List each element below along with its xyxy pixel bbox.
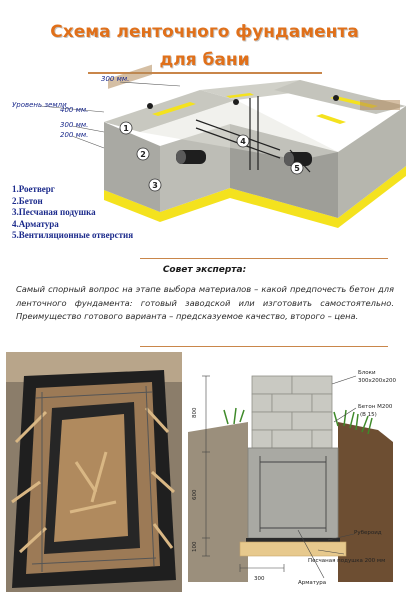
- legend-item-2: 2.Бетон: [12, 195, 43, 206]
- section-divider-top: [140, 258, 388, 259]
- dim-200: 200 мм.: [60, 131, 89, 139]
- dim-400: 400 мм.: [60, 106, 89, 114]
- vent-opening: [176, 150, 186, 164]
- ruberoid-layer: [246, 538, 340, 542]
- label-concrete-class: (В 15): [360, 412, 377, 418]
- marker-2-label: 2: [140, 150, 146, 159]
- marker-1-label: 1: [123, 124, 129, 133]
- concrete-strip: [248, 448, 338, 538]
- legend-item-5: 5.Вентиляционные отверстия: [12, 230, 134, 240]
- ground-level-label: Уровень земли: [12, 101, 67, 109]
- dim-h800: 800: [192, 407, 198, 418]
- label-blocks-size: 300х200х200: [358, 378, 397, 384]
- legend-item-4: 4.Арматура: [12, 218, 59, 229]
- page-subtitle: для бани: [159, 50, 250, 70]
- dim-w300: 300: [254, 576, 265, 582]
- soil: [188, 422, 248, 582]
- page-title: Схема ленточного фундамента: [50, 22, 359, 42]
- marker-5-label: 5: [294, 164, 300, 173]
- waterproofing-strip: [316, 114, 346, 124]
- dim-300: 300 мм.: [60, 121, 89, 129]
- label-rebar: Арматура: [298, 580, 327, 586]
- marker-4-label: 4: [240, 137, 246, 146]
- legend-list: [12, 184, 133, 242]
- label-concrete: Бетон М200: [358, 404, 393, 410]
- vent-opening: [147, 103, 153, 109]
- expert-heading: Совет эксперта:: [162, 265, 247, 275]
- legend-item-3: 3.Песчаная подушка: [12, 207, 96, 217]
- section-divider-bottom: [140, 346, 388, 347]
- dim-h600: 600: [192, 489, 198, 500]
- label-ruberoid: Рубероид: [354, 530, 382, 536]
- marker-3-label: 3: [152, 181, 158, 190]
- formwork-photo: [6, 352, 182, 592]
- dim-h100: 100: [192, 541, 198, 552]
- concrete-blocks: [252, 376, 332, 448]
- vent-opening: [333, 95, 339, 101]
- legend-item-1: 1.Роетверг: [12, 184, 55, 194]
- label-blocks: Блоки: [358, 370, 376, 376]
- dim-top-300: 300 мм.: [101, 75, 130, 83]
- foundation-cross-section: [188, 352, 403, 592]
- brick-cap: [360, 100, 400, 110]
- label-sand: Песчаная подушка 200 мм: [308, 558, 386, 564]
- expert-text: Самый спорный вопрос на этапе выбора материалов – какой предпочесть бетон для ленточного фундамента: готовый заводской или изготовить самостоятельно. Преимущество готового варианта – предсказуемое качество, второго – цена.: [16, 284, 394, 321]
- vent-opening: [233, 99, 239, 105]
- sand-cushion: [240, 542, 346, 556]
